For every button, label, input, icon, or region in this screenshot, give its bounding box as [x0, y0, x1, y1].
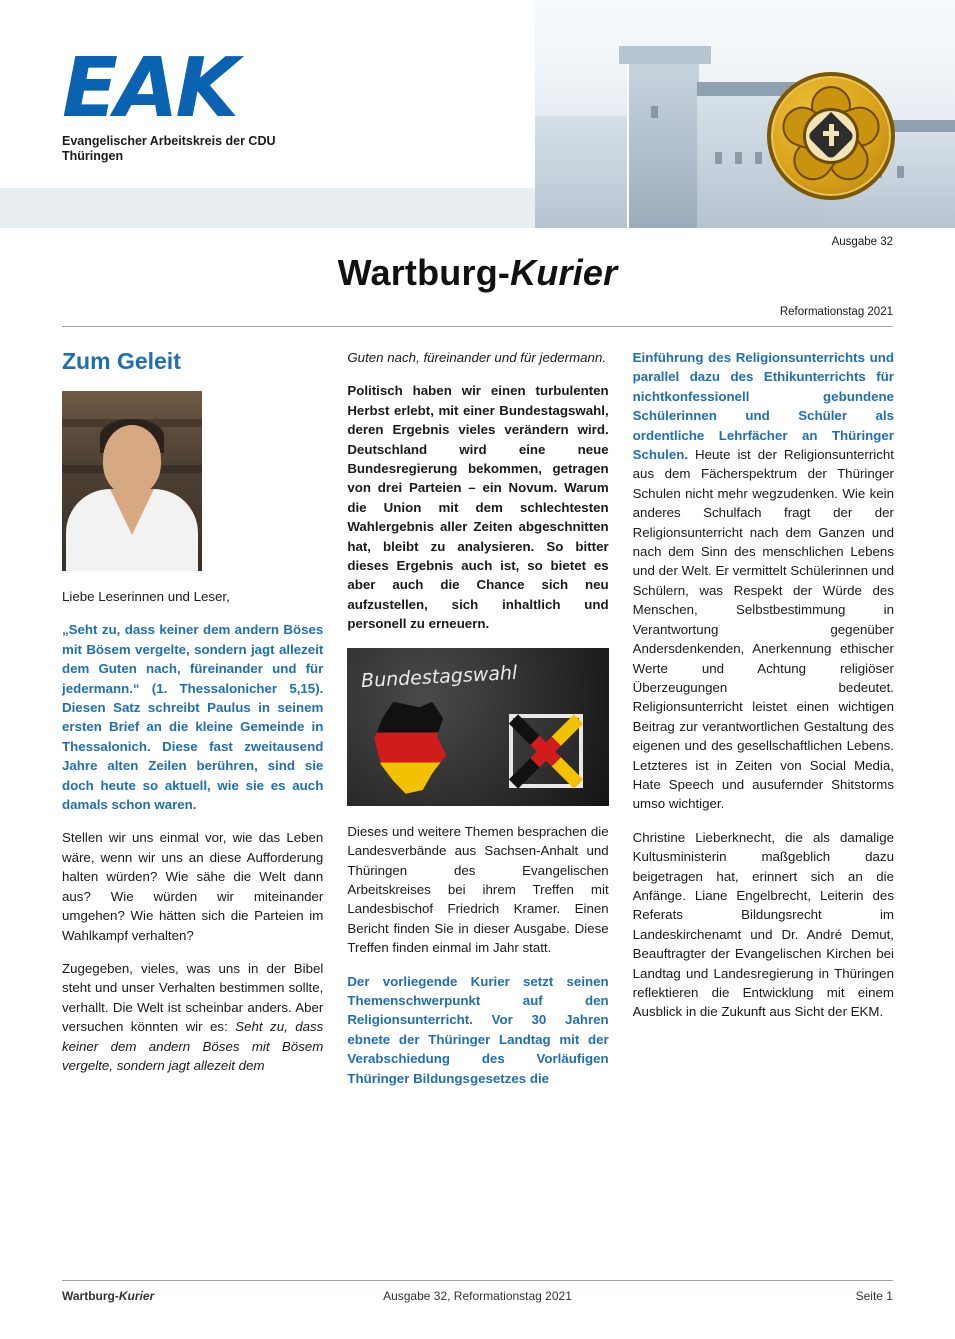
ballot-checkbox-shape — [509, 714, 583, 788]
author-portrait-photo — [62, 391, 202, 571]
paragraph-religionsunterricht-rest: Heute ist der Religionsunterricht aus dem Fächerspektrum der Thüringer Schulen nicht mehr wegzudenken. Wie kein anderes Schulfach fragt der der Religionsunterricht nach dem Ganzen und nach dem Sinn des menschlichen Lebens und der Welt. Er vermittelt Schülerinnen und Schülern, was Respekt der Würde des Menschen, Selbstbestimmung in Verantwortung gegenüber Andersdenkenden, Anerkennung ethischer Werte und Achtung religiöser Überzeugungen bedeutet. Religionsunterricht leistet einen wichtigen Beitrag zur verantwortlichen Gestaltung des eigenen und des gesellschaftlichen Lebens. Letzteres ist in Zeiten von Social Media, Hate Speech und ausufernder Shitstorms umso wichtiger. — [632, 447, 894, 812]
paragraph-religionsunterricht-highlight: Einführung des Religionsunterrichts und parallel dazu des Ethikunterrichts für nichtkonfessionell gebundene Schülerinnen und Schüler als ordentliche Lehrfächer an Thüringer Schulen. — [632, 350, 894, 463]
issue-date: Reformationstag 2021 — [779, 306, 893, 318]
eak-logo — [62, 41, 332, 163]
eak-logo-subtitle-line1: Evangelischer Arbeitskreis der CDU — [62, 134, 276, 148]
column-3 — [633, 348, 894, 1102]
castle-window — [755, 152, 762, 164]
footer-name-regular: Wartburg- — [62, 1289, 119, 1303]
footer-name-italic: Kurier — [118, 1289, 155, 1303]
paragraph-zugegeben-italic: Seht zu, dass keiner dem andern Böses mit Bösem vergelte, sondern jagt allezeit dem — [62, 1019, 324, 1073]
illustration-chalk-text: Bundestagswahl — [360, 661, 519, 692]
paragraph-lieberknecht: Christine Lieberknecht, die als damalige Kultusministerin maßgeblich dazu beigetragen hat, erinnert sich an die Anfänge. Liane Engelbrecht, Leiterin des Referats Bildungsrecht im Landeskirchenamt und Dr. André Demut, Beauftragter der Evangelischen Kirchen bei Landtag und Landesregierung in Thüringen reflektieren die Entwicklung mit einem Ausblick in die Zukunft aus Sicht der EKM. — [632, 829, 894, 1020]
quote-continuation: Guten nach, füreinander und für jedermann. — [347, 350, 607, 365]
tower-window — [651, 106, 658, 118]
bible-quote-text: „Seht zu, dass keiner dem andern Böses mit Bösem vergelte, sondern jagt allezeit dem Guten nach, füreinander und für jedermann.“ (1. Thessalonicher 5,15). Diesen Satz schreibt Paulus in seinem ersten Brief an die kleine Gemeinde in Thessalonich. Diese fast zweitausend Jahre alten Zeilen berühren, sind sie doch heute so aktuell, wie sie es auch damals schon waren. — [62, 622, 324, 813]
salutation-text: Liebe Leserinnen und Leser, — [62, 589, 230, 604]
eak-logo-subtitle — [62, 134, 332, 163]
wartburg-castle-photo — [535, 0, 955, 228]
footer-publication-name — [62, 1289, 336, 1303]
paragraph-after-quote: Stellen wir uns einmal vor, wie das Leben wäre, wenn wir uns an diese Aufforderung halten würden? Wie sähe die Welt dann aus? Wie würden wir miteinander umgehen? Wie hätten sich die Parteien im Wahlkampf verhalten? — [62, 830, 324, 943]
paragraph-politisch: Politisch haben wir einen turbulenten Herbst erlebt, mit einer Bundestagswahl, deren Ergebnis vieles verändern wird. Deutschland wird eine neue Bundesregierung bekommen, getragen von drei Parteien – ein Novum. Warum die Union mit dem schlechtesten Wahlergebnis aller Zeiten abgeschnitten hat, bleibt zu analysieren. So bitter dieses Ergebnis auch ist, so bietet es aber auch die Chance sich neu aufzustellen, sich inhaltlich und personell zu erneuern. — [347, 383, 609, 632]
header-divider — [62, 326, 893, 327]
article-columns — [62, 348, 894, 1102]
germany-map-shape — [371, 702, 449, 794]
castle-wing-left — [535, 116, 631, 228]
paragraph-themenschwerpunkt: Der vorliegende Kurier setzt seinen Themenschwerpunkt auf den Religionsunterricht. Vor 30 Jahren ebnete der Thüringer Landtag mit der Verabschiedung des Vorläufigen Thüringer Bildungsgesetzes die — [347, 973, 609, 1086]
paragraph-treffen: Dieses und weitere Themen besprachen die Landesverbände aus Sachsen-Anhalt und Thüringen des Evangelischen Arbeitskreises bei ihrem Treffen mit Landesbischof Friedrich Kramer. Einen Bericht finden Sie in dieser Ausgabe. Diese Treffen finden einmal im Jahr statt. — [347, 823, 609, 956]
footer-page-number: Seite 1 — [855, 1289, 893, 1303]
bundestagswahl-illustration — [347, 648, 608, 806]
castle-window — [715, 152, 722, 164]
eak-logo-subtitle-line2: Thüringen — [62, 148, 124, 163]
paragraph-zugegeben-lead: Zugegeben, vieles, was uns in der Bibel steht und unser Verhalten bestimmen sollte, verhallt. Die Welt ist scheinbar anders. Aber versuchen könnten wir es: — [62, 960, 324, 1035]
paragraph-zugegeben — [62, 959, 323, 1075]
paragraph-religionsunterricht — [633, 348, 894, 814]
title-block — [0, 252, 955, 327]
eak-logo-wordmark: EAK — [62, 41, 237, 136]
page-footer — [62, 1280, 893, 1303]
portrait-face — [103, 425, 161, 495]
column-2 — [347, 348, 608, 1102]
castle-tower — [627, 60, 699, 228]
page-title-italic: Kurier — [510, 252, 618, 293]
section-heading-zum-geleit: Zum Geleit — [62, 348, 181, 374]
issue-number: Ausgabe 32 — [831, 236, 893, 248]
masthead — [0, 0, 955, 232]
page-title-regular: Wartburg- — [337, 252, 511, 293]
column-1 — [62, 348, 323, 1102]
castle-window — [735, 152, 742, 164]
castle-window — [897, 166, 904, 178]
page-title — [0, 252, 955, 294]
footer-issue-info: Ausgabe 32, Reformationstag 2021 — [383, 1289, 572, 1303]
luther-rose-icon — [767, 72, 895, 200]
cross-icon-bar — [823, 131, 839, 136]
